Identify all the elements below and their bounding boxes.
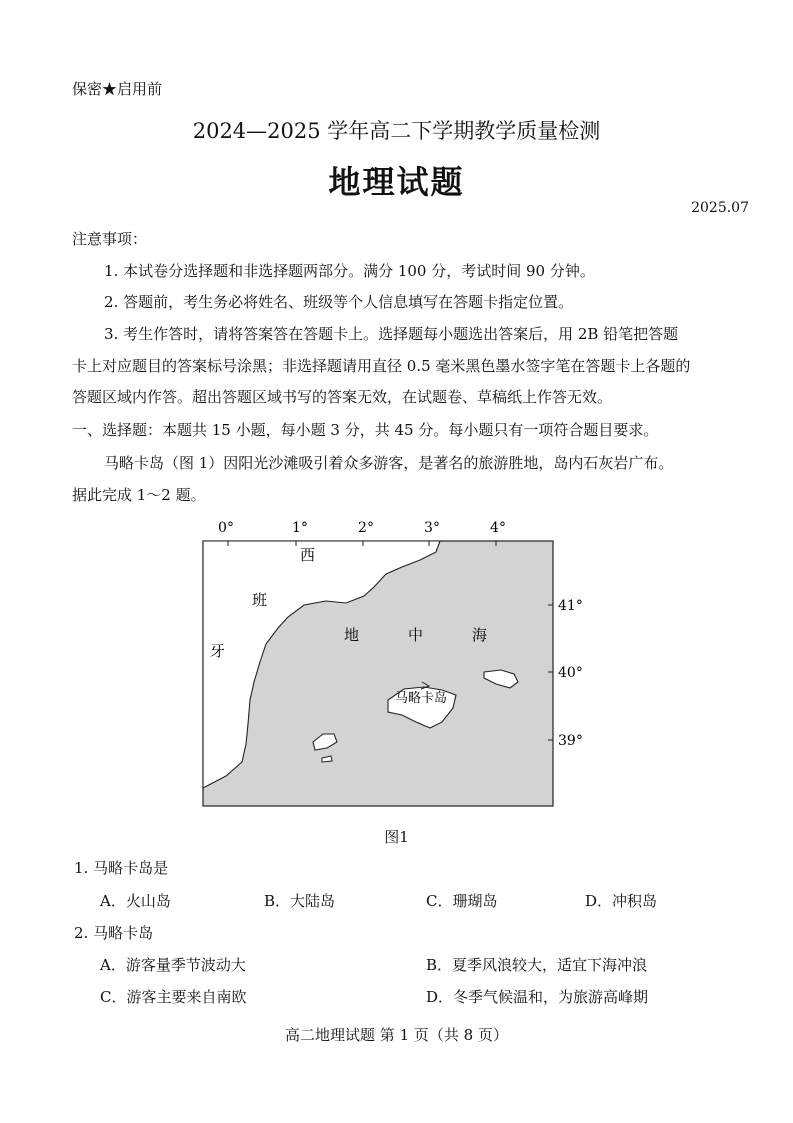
question-2-option-c: C．游客主要来自南欧 [100,988,247,1006]
notice-item-3-line-1: 3. 考生作答时，请将答案答在答题卡上。选择题每小题选出答案后，用 2B 铅笔把答题 [104,325,679,343]
label-sea-2: 中 [408,626,424,644]
label-spain-2: 班 [252,591,268,609]
lon-label-1: 1° [292,520,308,536]
confidential-mark: 保密★启用前 [72,80,163,98]
page-footer: 高二地理试题 第 1 页（共 8 页） [285,1026,508,1044]
question-2-option-a: A．游客量季节波动大 [100,956,246,974]
label-mallorca: 马略卡岛 [395,691,448,706]
question-1-option-d: D．冲积岛 [585,892,658,910]
exam-date: 2025.07 [691,200,749,216]
notice-item-3-line-3: 答题区域内作答。超出答题区域书写的答案无效，在试题卷、草稿纸上作答无效。 [72,388,613,406]
figure-caption: 图1 [384,828,409,846]
lon-label-4: 4° [490,520,506,536]
question-2-stem: 2. 马略卡岛 [74,924,154,942]
label-spain-3: 牙 [210,642,226,660]
lon-label-0: 0° [218,520,234,536]
question-1-option-a: A．火山岛 [100,892,171,910]
label-sea-1: 地 [344,626,360,644]
section-1-heading: 一、选择题：本题共 15 小题，每小题 3 分，共 45 分。每小题只有一项符合题目要求。 [72,421,659,439]
lat-label-41: 41° [558,598,583,614]
lon-label-2: 2° [358,520,374,536]
notice-heading: 注意事项： [72,230,148,248]
question-1-stem: 1. 马略卡岛是 [74,859,169,877]
section-1-intro-line-1: 马略卡岛（图 1）因阳光沙滩吸引着众多游客，是著名的旅游胜地，岛内石灰岩广布。 [104,454,674,472]
notice-item-3-line-2: 卡上对应题目的答案标号涂黑；非选择题请用直径 0.5 毫米黑色墨水签字笔在答题卡上各题的 [72,357,691,375]
mallorca-map [196,510,596,820]
subject-title: 地理试题 [328,163,465,201]
section-1-intro-line-2: 据此完成 1～2 题。 [72,486,206,504]
question-2-option-d: D．冬季气候温和，为旅游高峰期 [426,988,649,1006]
exam-title: 2024—2025 学年高二下学期教学质量检测 [192,119,601,143]
question-2-option-b: B．夏季风浪较大，适宜下海冲浪 [426,956,648,974]
notice-item-1: 1. 本试卷分选择题和非选择题两部分。满分 100 分，考试时间 90 分钟。 [104,262,595,280]
lat-label-39: 39° [558,733,583,749]
label-spain-1: 西 [300,546,316,564]
notice-item-2: 2. 答题前，考生务必将姓名、班级等个人信息填写在答题卡指定位置。 [104,293,574,311]
question-1-option-c: C．珊瑚岛 [426,892,498,910]
question-1-option-b: B．大陆岛 [264,892,336,910]
lon-label-3: 3° [424,520,440,536]
label-sea-3: 海 [472,626,488,644]
lat-label-40: 40° [558,665,583,681]
